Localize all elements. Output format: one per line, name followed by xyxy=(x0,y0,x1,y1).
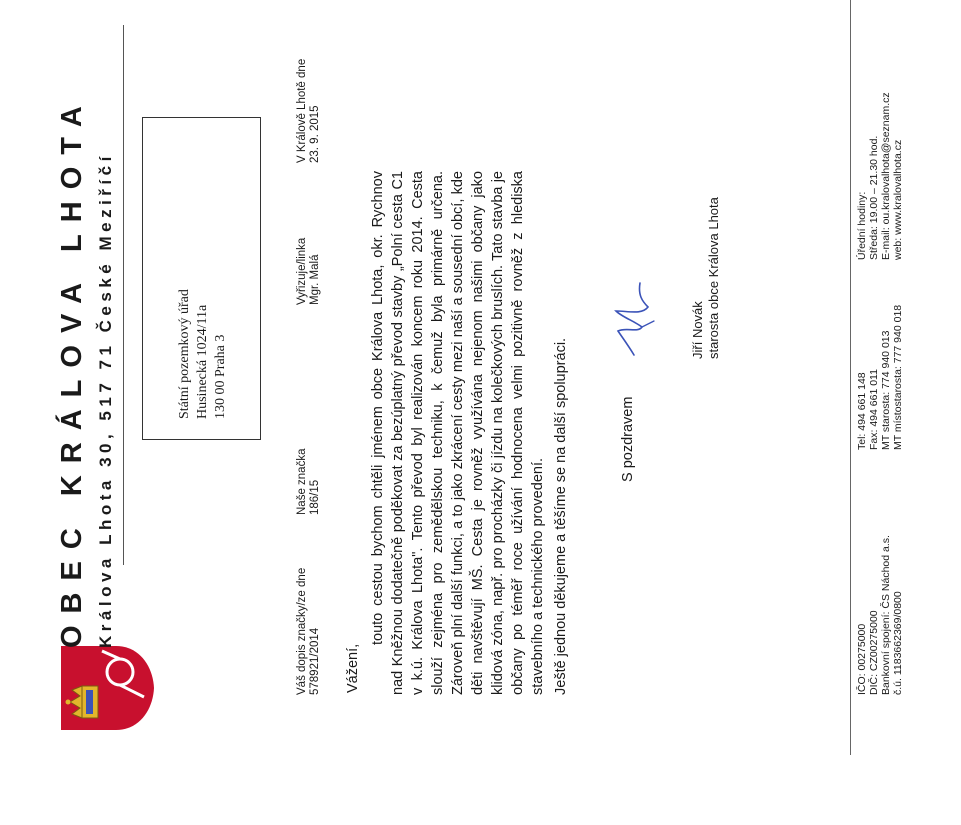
handled-by-label: Vyřizuje/linka xyxy=(296,237,308,305)
recipient-line-1: Státní pozemkový úřad xyxy=(177,289,192,419)
signer-role: starosta obce Králova Lhota xyxy=(706,197,721,359)
recipient-line-3: 130 00 Praha 3 xyxy=(213,334,228,419)
recipient-address-box xyxy=(142,117,261,440)
footer-email: E-mail: ou.kralovalhota@seznam.cz xyxy=(880,92,892,260)
footer-hours-label: Úřední hodiny: xyxy=(856,191,868,260)
signer-name: Jiří Novák xyxy=(690,301,705,359)
footer-dic: DIČ: CZ00275000 xyxy=(868,610,880,695)
footer-fax: Fax: 494 661 011 xyxy=(868,369,880,450)
our-ref-label: Naše značka xyxy=(296,448,308,515)
our-ref-value: 186/15 xyxy=(309,479,321,515)
footer-ico: IČO: 00275000 xyxy=(856,623,868,695)
your-ref-value: 578921/2014 xyxy=(309,627,321,695)
salutation: Vážení, xyxy=(345,643,361,693)
letter-body xyxy=(368,171,548,695)
signature-icon xyxy=(608,281,658,357)
footer-web: web: www.kralovalhota.cz xyxy=(892,139,904,260)
closing: S pozdravem xyxy=(620,396,636,482)
your-ref-label: Váš dopis značky/ze dne xyxy=(296,567,308,695)
footer-mt-mayor: MT starosta: 774 940 013 xyxy=(880,330,892,450)
date-value: 23. 9. 2015 xyxy=(309,105,321,163)
footer-account: č.ú. 1183662369/0800 xyxy=(892,591,904,695)
letter-paragraph: touto cestou bychom chtěli jménem obce Králova Lhota, okr. Rychnov nad Kněžnou dodatečně poděkovat za bezúplatný převod stavby „Polní cesta C1 v k.ú. Králova Lhota". Tento převod byl realizován koncem roku 2014. Cesta slouží zejména pro zemědělskou techniku, k čemuž byla primárně určena. Zároveň plní další funkci, a to jako zkrácení cesty mezi naší a sousední obcí, kde děti navštěvují MŠ. Cesta je rovněž využívána nejenom našimi občany jako klidová zóna, např. pro procházky či jízdu na kolečkových bruslích. Tato stavba je občany po téměř roce užívání hodnocena velmi pozitivně rovněž z hlediska stavebního a technického provedení. xyxy=(370,171,546,695)
handled-by-value: Mgr. Malá xyxy=(309,254,321,305)
coat-of-arms-icon xyxy=(58,643,156,733)
org-address: Králova Lhota 30, 517 71 České Meziříčí xyxy=(96,152,115,648)
org-name: OBEC KRÁLOVA LHOTA xyxy=(56,94,88,648)
recipient-line-2: Husinecká 1024/11a xyxy=(195,304,210,419)
footer-hours: Středa: 19.00 – 21.30 hod. xyxy=(868,135,880,260)
footer-bank: Bankovní spojení: ČS Náchod a.s. xyxy=(880,535,892,695)
thanks-line: Ještě jednou děkujeme a těšíme se na další spolupráci. xyxy=(553,337,569,695)
footer-divider xyxy=(850,0,851,755)
header-divider xyxy=(123,25,124,565)
date-label: V Králově Lhotě dne xyxy=(296,58,308,163)
footer-mt-deputy: MT místostarosta: 777 940 018 xyxy=(892,304,904,450)
footer-tel: Tel: 494 661 148 xyxy=(856,372,868,450)
